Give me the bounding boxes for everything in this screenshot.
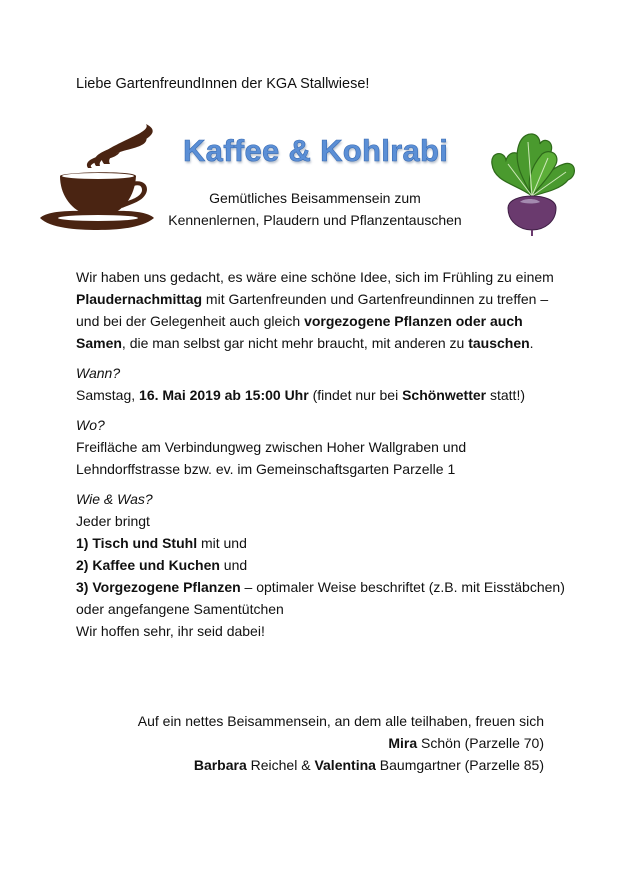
subtitle-line-1: Gemütliches Beisammensein zum [209, 190, 421, 206]
kohlrabi-icon [486, 124, 578, 236]
item-1-bold: 1) Tisch und Stuhl [76, 535, 198, 551]
signature-2-firstname: Barbara [193, 757, 247, 773]
when-text-3: statt!) [486, 387, 525, 403]
closing-line: Auf ein nettes Beisammensein, an dem alle teilhaben, freuen sich [137, 713, 544, 729]
when-date: 16. Mai 2019 ab 15:00 Uhr [139, 387, 309, 403]
item-3-text: – optimaler Weise beschriftet (z.B. mit Eisstäbchen) oder angefangene Samentütchen [76, 579, 565, 617]
signature-1 [90, 732, 544, 754]
intro-bold-1: Plaudernachmittag [76, 291, 203, 307]
what-item-3 [76, 576, 571, 620]
what-label: Wie & Was? [76, 491, 153, 507]
subtitle-line-2: Kennenlernen, Plaudern und Pflanzentauschen [168, 212, 462, 228]
intro-text-3: , die man selbst gar nicht mehr braucht, mit anderen zu [121, 335, 469, 351]
where-section [76, 414, 571, 480]
intro-paragraph [76, 266, 571, 354]
item-2-text: und [219, 557, 248, 573]
intro-text-1: Wir haben uns gedacht, es wäre eine schöne Idee, sich im Frühling zu einem [76, 269, 554, 285]
item-2-bold: 2) Kaffee und Kuchen [76, 557, 220, 573]
coffee-cup-icon [38, 124, 168, 234]
hope-text: Wir hoffen sehr, ihr seid dabei! [76, 623, 265, 639]
where-label: Wo? [76, 417, 105, 433]
when-text-2: (findet nur bei [308, 387, 403, 403]
signature-1-firstname: Mira [388, 735, 418, 751]
when-text [76, 384, 571, 406]
what-section [76, 488, 571, 620]
closing-section [90, 710, 544, 776]
event-subtitle [150, 187, 480, 231]
signature-1-rest: Schön (Parzelle 70) [417, 735, 544, 751]
when-section [76, 362, 571, 406]
when-weather: Schönwetter [402, 387, 487, 403]
when-text-1: Samstag, [76, 387, 140, 403]
greeting: Liebe GartenfreundInnen der KGA Stallwiese! [76, 76, 370, 92]
flyer-body [76, 266, 571, 642]
signature-2 [90, 754, 544, 776]
where-text: Freifläche am Verbindungweg zwischen Hoher Wallgraben und Lehndorffstrasse bzw. ev. im Gemeinschaftsgarten Parzelle 1 [76, 439, 467, 477]
intro-text-2: mit Gartenfreunden und Gartenfreundinnen zu treffen – und bei der Gelegenheit auch gleich [76, 291, 549, 329]
item-1-text: mit und [197, 535, 247, 551]
signature-2-rest: Baumgartner (Parzelle 85) [375, 757, 544, 773]
item-3-bold: 3) Vorgezogene Pflanzen [76, 579, 241, 595]
what-item-2 [76, 554, 571, 576]
when-label: Wann? [76, 365, 121, 381]
what-intro: Jeder bringt [76, 513, 150, 529]
intro-bold-2: vorgezogene Pflanzen oder auch Samen [76, 313, 523, 351]
signature-2-second-firstname: Valentina [314, 757, 376, 773]
event-title: Kaffee & Kohlrabi [183, 133, 449, 168]
intro-text-4: . [529, 335, 534, 351]
intro-bold-3: tauschen [468, 335, 530, 351]
signature-2-mid: Reichel & [246, 757, 315, 773]
what-item-1 [76, 532, 571, 554]
